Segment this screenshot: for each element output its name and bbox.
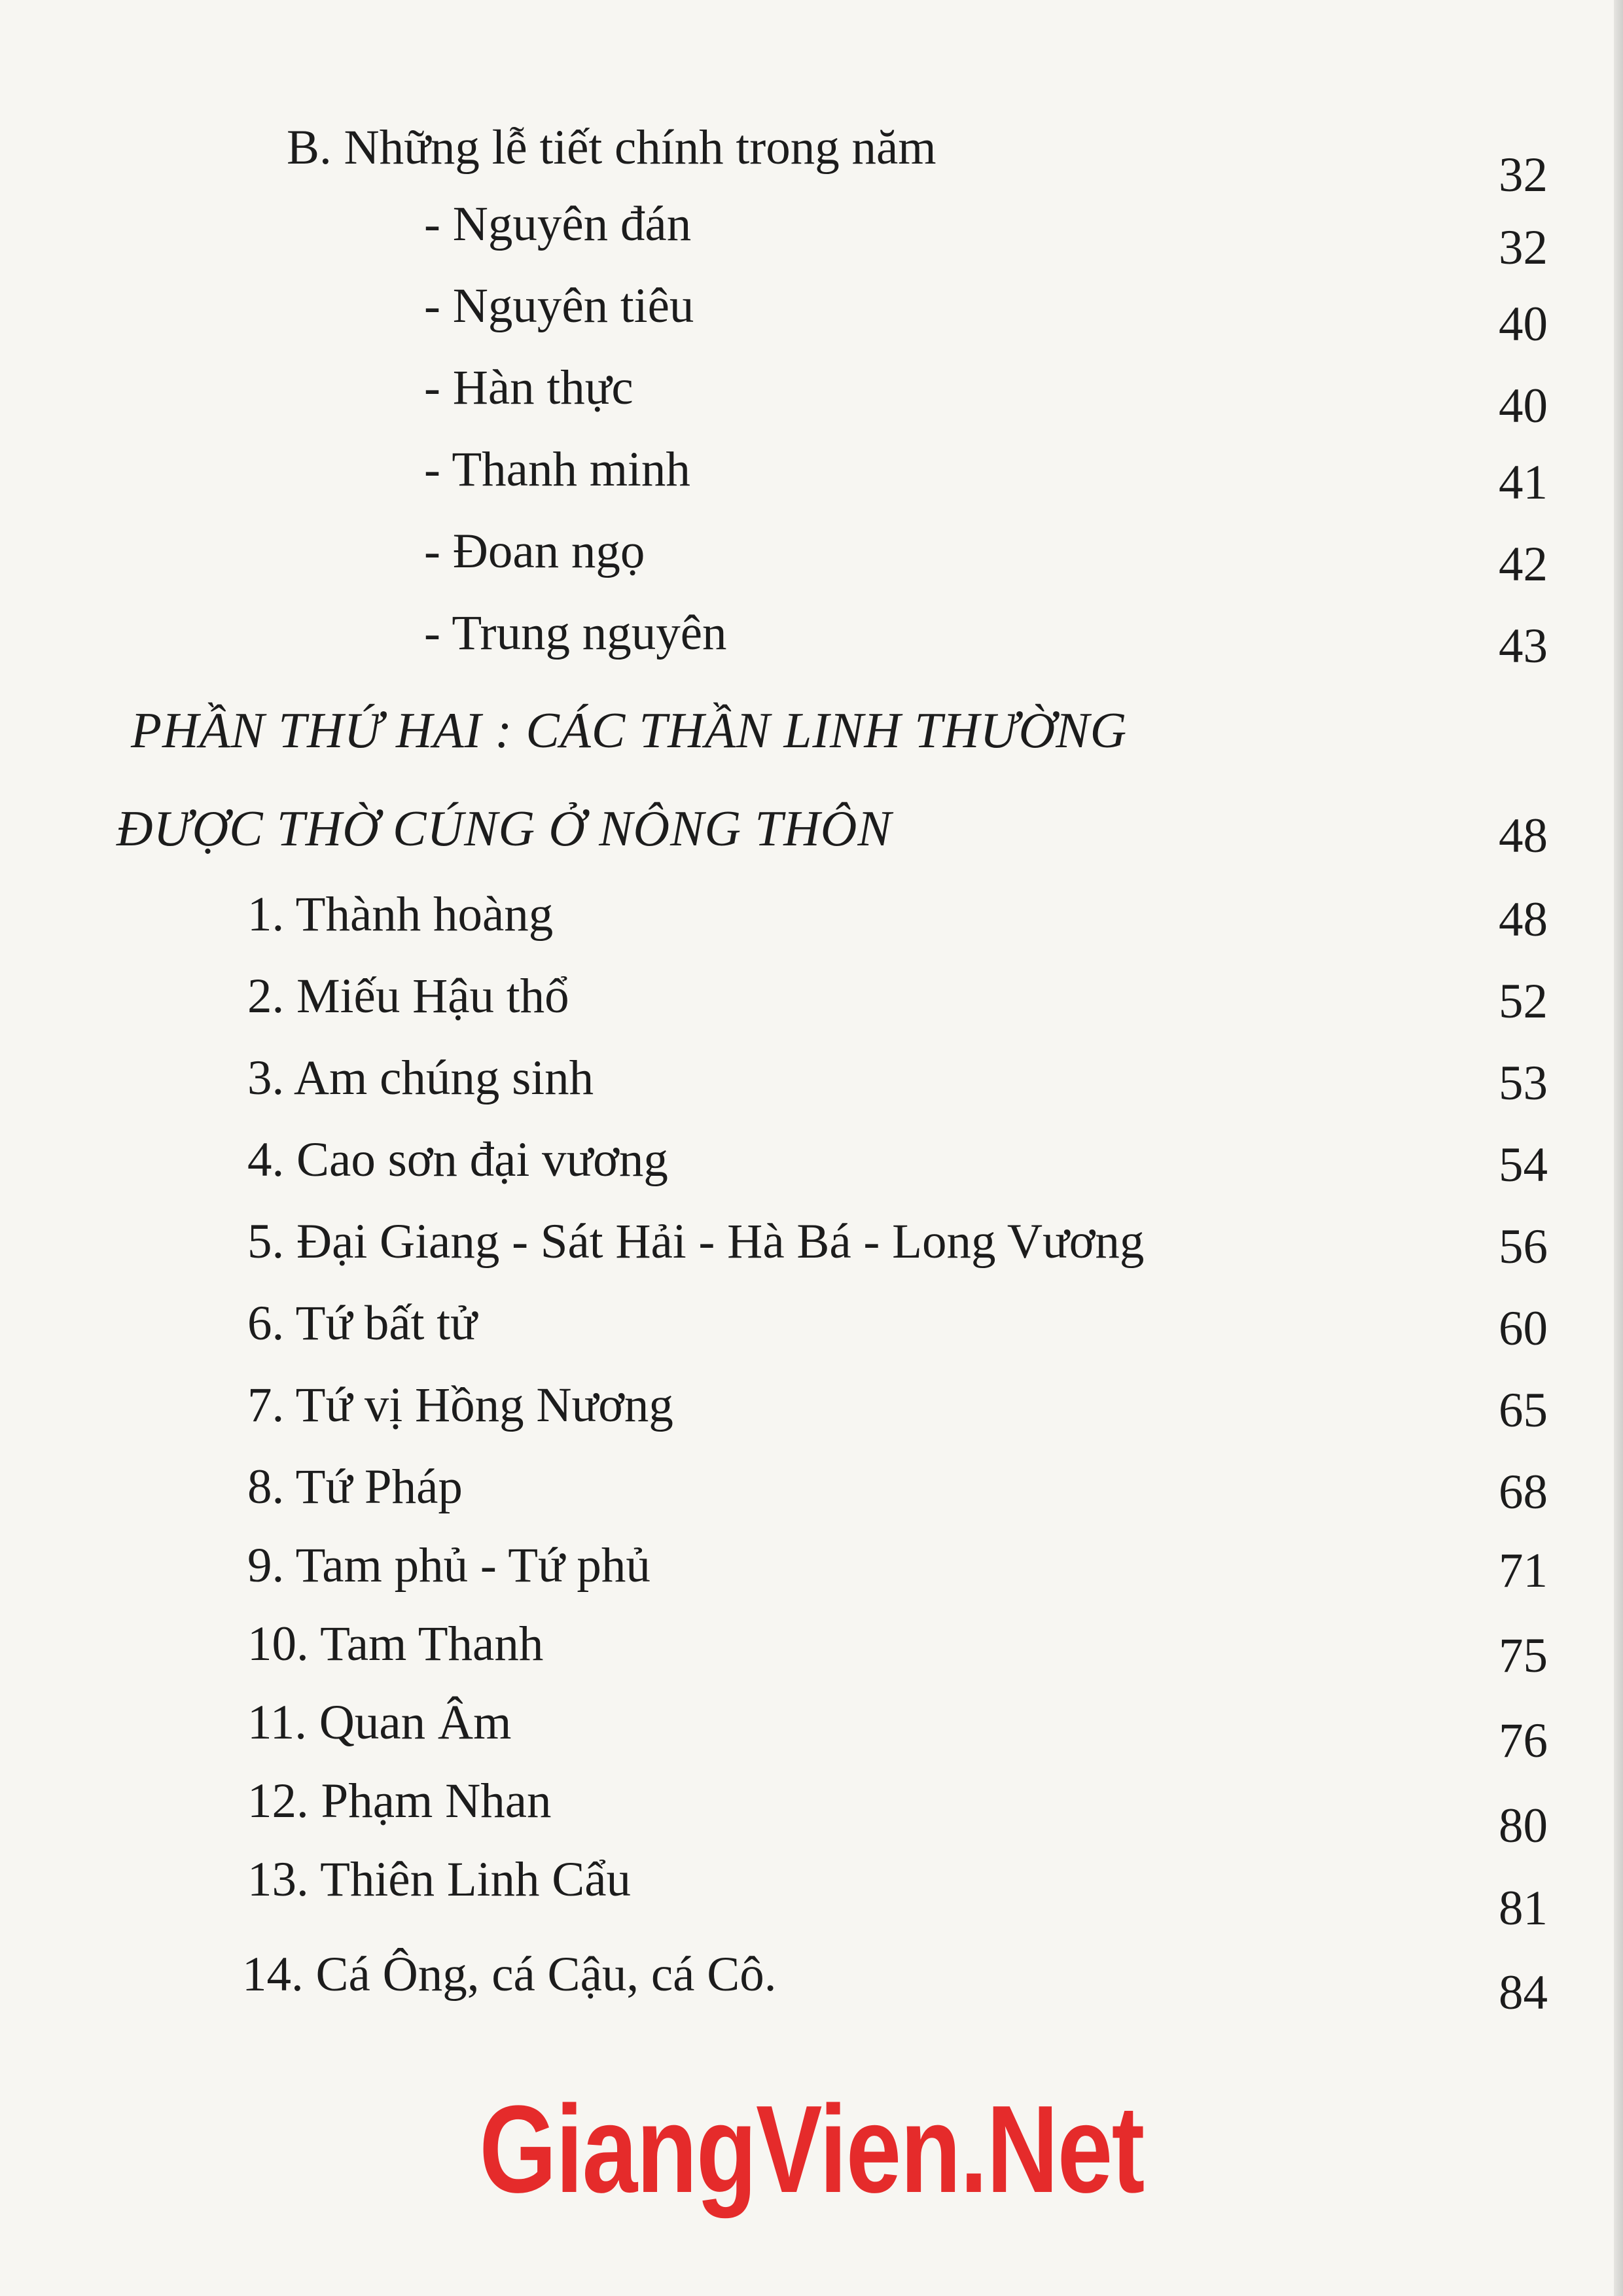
toc-row-festival: [0, 363, 1623, 442]
toc-row-item: [0, 1776, 1623, 1855]
toc-row-item: [0, 1296, 1623, 1377]
toc-label: 5. Đại Giang - Sát Hải - Hà Bá - Long Vương: [247, 1214, 1145, 1269]
toc-row-festival: [0, 524, 1623, 605]
toc-page-number: 32: [1499, 148, 1548, 202]
toc-page-number: 75: [1499, 1629, 1548, 1683]
toc-row-item: [0, 1135, 1623, 1214]
toc-page-number: 81: [1499, 1881, 1548, 1935]
toc-row-item: [0, 1053, 1623, 1132]
toc-label: 7. Tứ vị Hồng Nương: [247, 1378, 673, 1432]
toc-page-number: 54: [1499, 1138, 1548, 1192]
toc-page-number: 42: [1499, 537, 1548, 592]
toc-label: B. Những lễ tiết chính trong năm: [287, 120, 936, 175]
toc-row-festival: [0, 606, 1623, 687]
toc-row-festival: [0, 442, 1623, 523]
toc-label: - Nguyên tiêu: [424, 279, 694, 333]
toc-row-item: [0, 1695, 1623, 1776]
toc-page-number: 53: [1499, 1056, 1548, 1110]
toc-page-number: 60: [1499, 1301, 1548, 1356]
toc-row-item: [0, 1947, 1623, 2028]
toc-label: 2. Miếu Hậu thổ: [247, 969, 569, 1023]
toc-row-item: [0, 1214, 1623, 1296]
toc-page-number: 48: [1499, 809, 1548, 863]
toc-label: - Nguyên đán: [424, 197, 692, 251]
toc-label: 12. Phạm Nhan: [247, 1774, 552, 1828]
watermark-text: GiangVien.Net: [479, 2080, 1144, 2219]
toc-label: - Trung nguyên: [424, 606, 727, 660]
toc-page-number: 40: [1499, 379, 1548, 433]
toc-page-number: 84: [1499, 1966, 1548, 2020]
toc-page-number: 56: [1499, 1220, 1548, 1274]
toc-label: - Thanh minh: [424, 442, 690, 497]
toc-page-number: 52: [1499, 974, 1548, 1029]
toc-label: 10. Tam Thanh: [247, 1617, 544, 1671]
toc-page-number: 48: [1499, 892, 1548, 947]
toc-row-item: [0, 969, 1623, 1050]
toc-label: 14. Cá Ông, cá Cậu, cá Cô.: [242, 1947, 777, 2002]
toc-page-number: 43: [1499, 619, 1548, 673]
toc-label: - Hàn thực: [424, 361, 633, 415]
toc-page-number: 65: [1499, 1383, 1548, 1438]
toc-page-number: 71: [1499, 1544, 1548, 1598]
toc-page-number: 68: [1499, 1465, 1548, 1519]
toc-page-number: 80: [1499, 1799, 1548, 1853]
toc-page-number: 40: [1499, 297, 1548, 351]
toc-label: 13. Thiên Linh Cẩu: [247, 1852, 632, 1907]
toc-row-item: [0, 1538, 1623, 1619]
toc-label: - Đoan ngọ: [424, 524, 645, 578]
toc-label: 6. Tứ bất tử: [247, 1296, 477, 1351]
toc-row-item: [0, 1619, 1623, 1698]
page-edge: [1614, 0, 1623, 2296]
toc-row-item: [0, 1378, 1623, 1459]
toc-label: 9. Tam phủ - Tứ phủ: [247, 1538, 651, 1593]
toc-row-item: [0, 1852, 1623, 1935]
toc-page-number: 76: [1499, 1714, 1548, 1768]
toc-label: 3. Am chúng sinh: [247, 1051, 594, 1105]
toc-row-festival: [0, 197, 1623, 278]
part-two-heading-line2: ĐƯỢC THỜ CÚNG Ở NÔNG THÔN: [116, 800, 892, 857]
part-two-heading-line1: PHẦN THỨ HAI : CÁC THẦN LINH THƯỜNG: [131, 702, 1128, 758]
toc-label: 1. Thành hoàng: [247, 887, 554, 942]
toc-row-item: [0, 887, 1623, 968]
toc-label: 11. Quan Âm: [247, 1695, 512, 1750]
toc-row-item: [0, 1462, 1623, 1541]
toc-label: 4. Cao sơn đại vương: [247, 1133, 668, 1187]
toc-page-number: 41: [1499, 455, 1548, 510]
toc-row-festival: [0, 281, 1623, 360]
toc-page-number: 32: [1499, 221, 1548, 275]
toc-label: 8. Tứ Pháp: [247, 1460, 463, 1514]
toc-row-section-b: [0, 118, 1623, 202]
